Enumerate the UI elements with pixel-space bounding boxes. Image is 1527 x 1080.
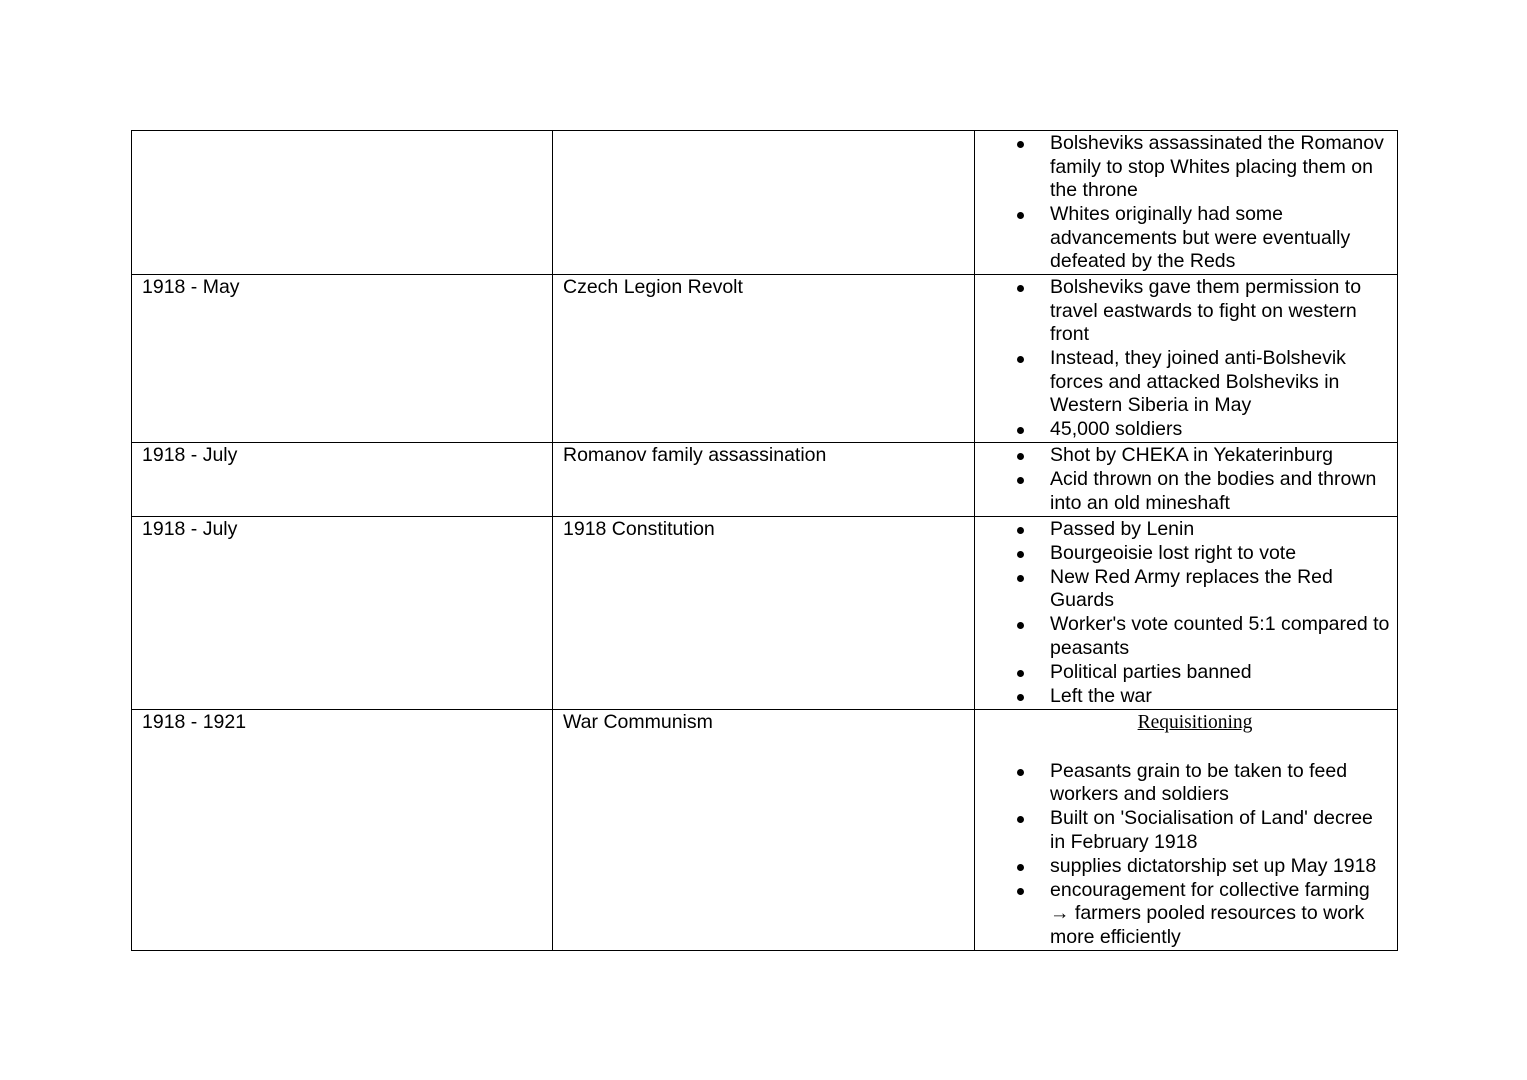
details-list: [975, 132, 1391, 274]
list-item: [975, 566, 1391, 613]
list-item-text: Instead, they joined anti-Bolshevik forces and attacked Bolsheviks in Western Siberia in May: [1050, 347, 1346, 416]
bullet-icon: [1017, 427, 1024, 434]
bullet-icon: [1017, 141, 1024, 148]
event-cell: Czech Legion Revolt: [553, 275, 975, 443]
list-item: [975, 203, 1391, 274]
bullet-icon: [1017, 575, 1024, 582]
list-item-text: Peasants grain to be taken to feed workers and soldiers: [1050, 759, 1348, 805]
list-item-text: Passed by Lenin: [1050, 517, 1195, 540]
list-item: [975, 879, 1391, 950]
table-row: [132, 275, 1398, 443]
bullet-icon: [1017, 622, 1024, 629]
list-item-text: Shot by CHEKA in Yekaterinburg: [1050, 444, 1333, 466]
table-row: [132, 443, 1398, 517]
list-item: [975, 276, 1391, 347]
list-item-text: Acid thrown on the bodies and thrown into an old mineshaft: [1050, 468, 1377, 514]
table-row: [132, 516, 1398, 709]
event-cell: War Communism: [553, 709, 975, 950]
list-item: [975, 855, 1391, 879]
list-item: [975, 685, 1391, 709]
list-item-text: Left the war: [1050, 684, 1152, 707]
list-item: [975, 444, 1391, 468]
table-row: [132, 131, 1398, 275]
list-item: [975, 661, 1391, 685]
bullet-icon: [1017, 477, 1024, 484]
details-list: [975, 276, 1391, 442]
list-item-text: Political parties banned: [1050, 660, 1252, 683]
details-list: [975, 518, 1391, 709]
list-item-text: Bolsheviks assassinated the Romanov family to stop Whites placing them on the throne: [1050, 132, 1384, 201]
details-list: [975, 760, 1391, 950]
date-cell: 1918 - 1921: [132, 709, 553, 950]
list-item: [975, 468, 1391, 515]
list-item: [975, 418, 1391, 442]
date-cell: 1918 - July: [132, 516, 553, 709]
details-cell: [975, 709, 1398, 950]
event-cell: Romanov family assassination: [553, 443, 975, 517]
bullet-icon: [1017, 694, 1024, 701]
event-cell: 1918 Constitution: [553, 516, 975, 709]
bullet-icon: [1017, 888, 1024, 895]
bullet-icon: [1017, 212, 1024, 219]
bullet-icon: [1017, 816, 1024, 823]
list-item-text: Built on 'Socialisation of Land' decree in February 1918: [1050, 807, 1373, 853]
list-item-text: supplies dictatorship set up May 1918: [1050, 854, 1377, 877]
details-cell: [975, 131, 1398, 275]
details-cell: [975, 516, 1398, 709]
bullet-icon: [1017, 551, 1024, 558]
bullet-icon: [1017, 527, 1024, 534]
list-item-text: Bourgeoisie lost right to vote: [1050, 541, 1297, 564]
date-cell: 1918 - July: [132, 443, 553, 517]
list-item: [975, 613, 1391, 660]
table-row: [132, 709, 1398, 950]
bullet-icon: [1017, 769, 1024, 776]
list-item: [975, 132, 1391, 203]
details-cell: [975, 275, 1398, 443]
bullet-icon: [1017, 285, 1024, 292]
date-cell: [132, 131, 553, 275]
list-item-text: 45,000 soldiers: [1050, 418, 1183, 440]
list-item-text: Whites originally had some advancements but were eventually defeated by the Reds: [1050, 203, 1351, 272]
list-item: [975, 760, 1391, 807]
list-item: [975, 542, 1391, 566]
bullet-icon: [1017, 670, 1024, 677]
section-heading: Requisitioning: [1137, 711, 1253, 733]
list-item-text: Bolsheviks gave them permission to travel eastwards to fight on western front: [1050, 276, 1362, 345]
bullet-icon: [1017, 453, 1024, 460]
timeline-table: [131, 130, 1398, 951]
bullet-icon: [1017, 864, 1024, 871]
list-item-text: New Red Army replaces the Red Guards: [1050, 565, 1333, 611]
list-item: [975, 518, 1391, 542]
list-item: [975, 807, 1391, 854]
event-cell: [553, 131, 975, 275]
list-item: [975, 347, 1391, 418]
date-cell: 1918 - May: [132, 275, 553, 443]
list-item-text: Worker's vote counted 5:1 compared to peasants: [1050, 613, 1390, 659]
list-item-text: encouragement for collective farming → farmers pooled resources to work more efficiently: [1050, 878, 1370, 948]
details-cell: [975, 443, 1398, 517]
details-list: [975, 444, 1391, 515]
bullet-icon: [1017, 356, 1024, 363]
